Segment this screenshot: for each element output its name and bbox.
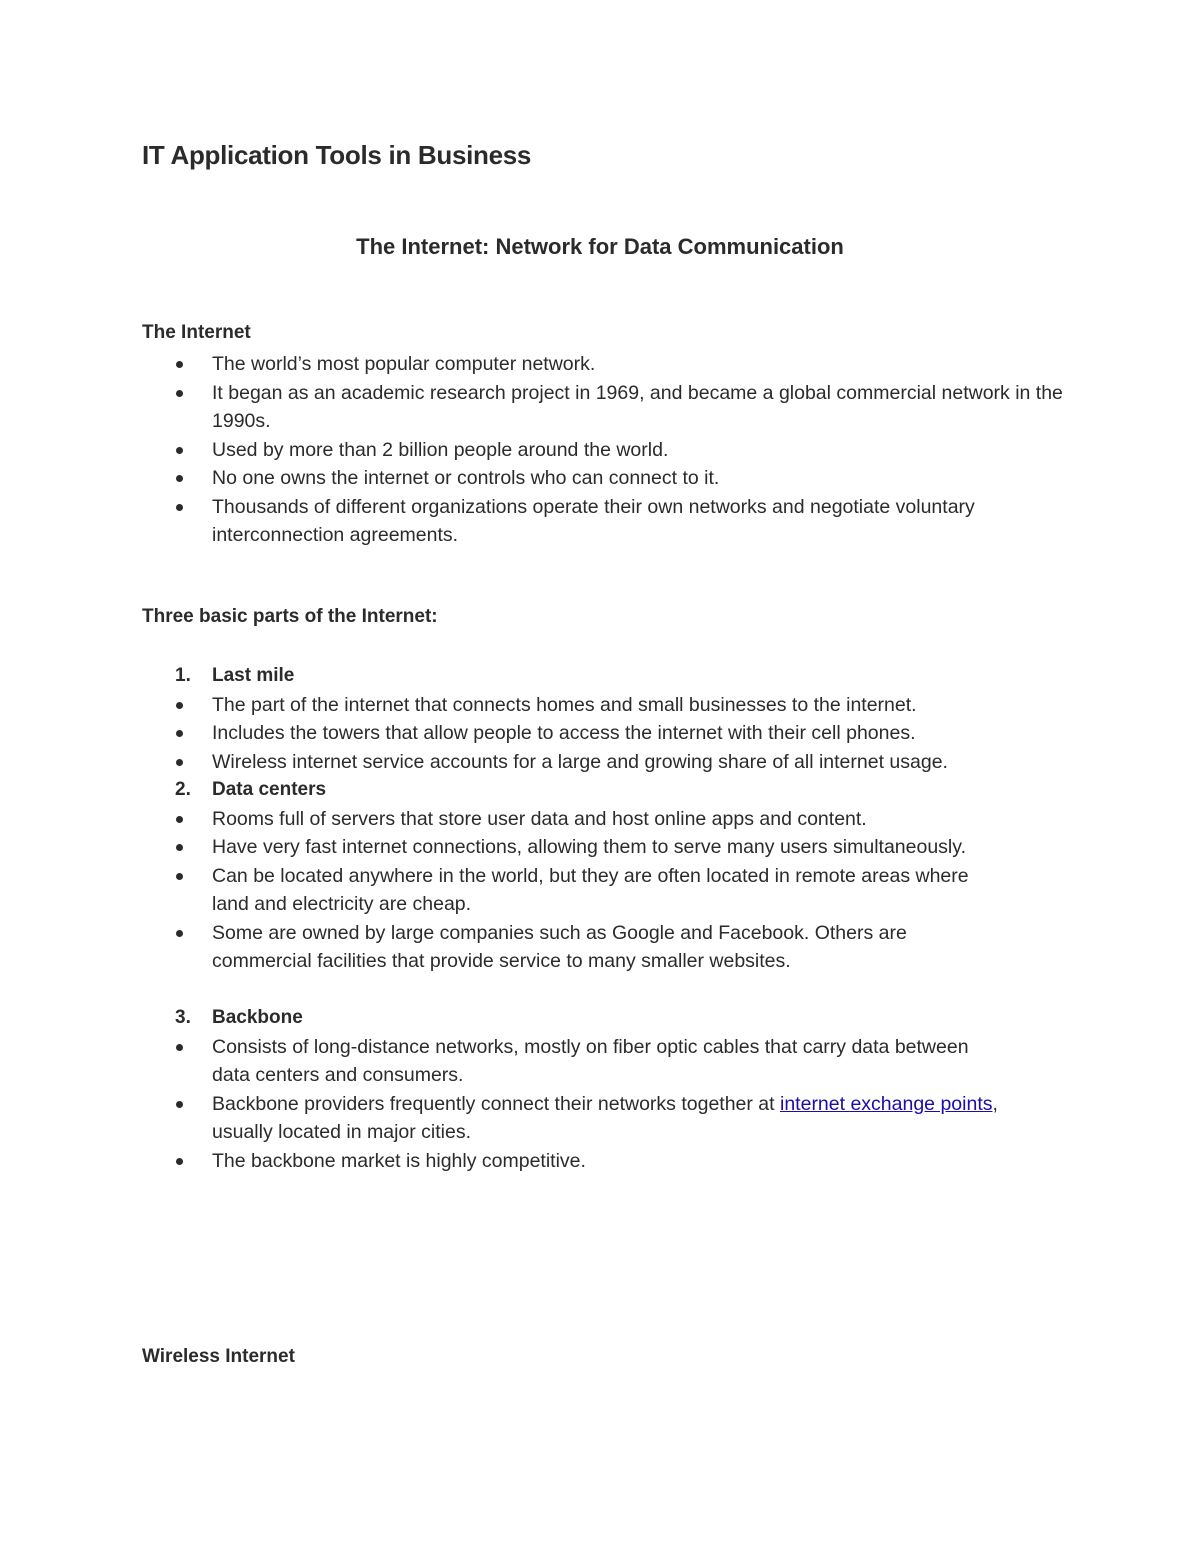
list-item-text: Some are owned by large companies such as Google and Facebook. Others are commercial facilities that provide service to many smaller websites. bbox=[212, 921, 907, 972]
list-item-text: Rooms full of servers that store user data and host online apps and content. bbox=[212, 807, 867, 830]
bullet-icon bbox=[176, 1044, 183, 1051]
list-item-text: It began as an academic research project in 1969, and became a global commercial network in the 1990s. bbox=[212, 381, 1063, 432]
list-item-text: Wireless internet service accounts for a large and growing share of all internet usage. bbox=[212, 750, 948, 773]
list-item-text: No one owns the internet or controls who can connect to it. bbox=[212, 467, 720, 489]
list-item bbox=[212, 719, 1002, 748]
list-item bbox=[212, 1090, 1002, 1147]
bullet-icon bbox=[176, 390, 183, 397]
document-title: IT Application Tools in Business bbox=[142, 140, 532, 170]
sub-bullet-list bbox=[212, 1033, 1002, 1176]
bullet-icon bbox=[176, 361, 183, 368]
list-item bbox=[212, 464, 1082, 493]
sub-bullet-list bbox=[212, 805, 1002, 976]
bullet-icon bbox=[176, 759, 183, 766]
list-item-text: Have very fast internet connections, allowing them to serve many users simultaneously. bbox=[212, 836, 966, 858]
list-item bbox=[212, 493, 1082, 550]
item-title: Data centers bbox=[212, 779, 327, 800]
list-item-text: The backbone market is highly competitive. bbox=[212, 1149, 586, 1172]
list-item bbox=[212, 919, 1002, 976]
item-title: Backbone bbox=[212, 1007, 303, 1028]
list-item bbox=[212, 833, 1002, 862]
bullet-icon bbox=[176, 1158, 183, 1165]
list-item-text: Thousands of different organizations operate their own networks and negotiate voluntary interconnection agreements. bbox=[212, 495, 975, 546]
item-number: 1. bbox=[175, 665, 191, 686]
item-title: Last mile bbox=[212, 665, 295, 686]
list-item bbox=[212, 1033, 1002, 1090]
bullet-icon bbox=[176, 844, 183, 851]
list-item-text: Can be located anywhere in the world, but they are often located in remote areas where land and electricity are cheap. bbox=[212, 864, 969, 915]
list-item-text: Used by more than 2 billion people around the world. bbox=[212, 438, 669, 461]
list-item bbox=[212, 691, 1002, 720]
bullet-icon bbox=[176, 447, 183, 454]
section-heading-wireless-internet: Wireless Internet bbox=[142, 1346, 295, 1367]
list-item bbox=[212, 436, 1082, 465]
list-item bbox=[212, 748, 1002, 777]
list-item-text: Consists of long-distance networks, mostly on fiber optic cables that carry data between data centers and consumers. bbox=[212, 1035, 969, 1086]
list-item-text: Includes the towers that allow people to access the internet with their cell phones. bbox=[212, 722, 916, 744]
bullet-icon bbox=[176, 930, 183, 937]
list-item-text-after-link: , usually located in major cities. bbox=[212, 1092, 998, 1143]
bullet-icon bbox=[176, 730, 183, 737]
bullet-icon bbox=[176, 475, 183, 482]
list-item bbox=[212, 862, 1002, 919]
list-item-text: The world’s most popular computer network. bbox=[212, 353, 596, 375]
bullet-icon bbox=[176, 1101, 183, 1108]
section-heading-three-parts: Three basic parts of the Internet: bbox=[142, 606, 438, 627]
bullet-icon bbox=[176, 702, 183, 709]
numbered-item-last-mile bbox=[175, 662, 1072, 776]
list-item-text-before-link: Backbone providers frequently connect their networks together at bbox=[212, 1092, 780, 1115]
paragraph-spacer bbox=[212, 976, 1072, 1005]
bullet-icon bbox=[176, 504, 183, 511]
numbered-item-backbone bbox=[175, 1004, 1072, 1175]
item-number: 3. bbox=[175, 1007, 191, 1028]
list-item-text: The part of the internet that connects homes and small businesses to the internet. bbox=[212, 693, 917, 716]
parts-numbered-list bbox=[175, 662, 1072, 1175]
list-item bbox=[212, 805, 1002, 834]
internet-exchange-points-link[interactable]: internet exchange points bbox=[780, 1092, 993, 1115]
list-item bbox=[212, 1147, 1002, 1176]
bullet-icon bbox=[176, 873, 183, 880]
document-subtitle: The Internet: Network for Data Communication bbox=[356, 234, 844, 259]
numbered-item-data-centers bbox=[175, 776, 1072, 1004]
section-heading-the-internet: The Internet bbox=[142, 322, 251, 343]
item-number: 2. bbox=[175, 779, 191, 800]
internet-bullet-list bbox=[212, 350, 1082, 550]
bullet-icon bbox=[176, 816, 183, 823]
list-item bbox=[212, 379, 1082, 436]
list-item bbox=[212, 350, 1082, 379]
sub-bullet-list bbox=[212, 691, 1002, 777]
